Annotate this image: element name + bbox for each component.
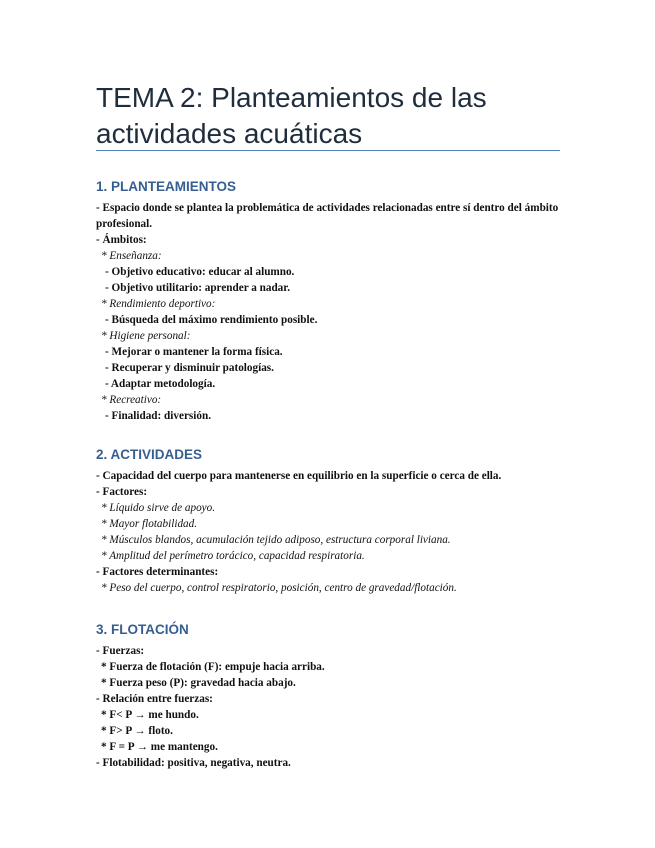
s2-factor-1: * Líquido sirve de apoyo. — [101, 502, 216, 514]
s3-fuerza-2: * Fuerza peso (P): gravedad hacia abajo. — [101, 677, 296, 689]
s1-higiene-item-1: - Mejorar o mantener la forma física. — [105, 346, 283, 358]
s1-ambitos-label: - Ámbitos: — [96, 234, 147, 246]
section-heading-1: 1. PLANTEAMIENTOS — [96, 179, 237, 194]
section-flotacion — [96, 621, 566, 771]
title-line-2: actividades acuáticas — [96, 118, 363, 149]
section-heading-2: 2. ACTIVIDADES — [96, 447, 203, 462]
s2-factor-4: * Amplitud del perímetro torácico, capacidad respiratoria. — [101, 550, 365, 562]
s3-fuerza-1: * Fuerza de flotación (F): empuje hacia arriba. — [101, 661, 325, 673]
s1-ensenanza-item-1: - Objetivo educativo: educar al alumno. — [105, 266, 295, 278]
s3-relacion-1: * F< P → me hundo. — [101, 709, 199, 721]
s3-relacion-3: * F = P → me mantengo. — [101, 741, 218, 753]
s2-determinantes-label: - Factores determinantes: — [96, 566, 219, 578]
s1-ensenanza-item-2: - Objetivo utilitario: aprender a nadar. — [105, 282, 291, 294]
title-divider — [96, 150, 560, 151]
s1-recreativo-item-1: - Finalidad: diversión. — [105, 410, 211, 422]
s3-fuerzas-label: - Fuerzas: — [96, 645, 145, 657]
s1-recreativo-label: * Recreativo: — [101, 394, 162, 406]
document-title — [96, 80, 566, 152]
s2-factores-label: - Factores: — [96, 486, 148, 498]
section-actividades — [96, 446, 566, 596]
s3-relacion-2: * F> P → floto. — [101, 725, 173, 737]
section-heading-3: 3. FLOTACIÓN — [96, 622, 189, 637]
s2-determinante-1: * Peso del cuerpo, control respiratorio, posición, centro de gravedad/flotación. — [101, 582, 457, 594]
title-line-1: TEMA 2: Planteamientos de las — [96, 82, 487, 113]
s1-higiene-item-2: - Recuperar y disminuir patologías. — [105, 362, 274, 374]
s2-factor-3: * Músculos blandos, acumulación tejido adiposo, estructura corporal liviana. — [101, 534, 451, 546]
s3-flotabilidad: - Flotabilidad: positiva, negativa, neutra. — [96, 757, 291, 769]
s1-higiene-item-3: - Adaptar metodología. — [105, 378, 216, 390]
s2-factor-2: * Mayor flotabilidad. — [101, 518, 198, 530]
s1-rendimiento-label: * Rendimiento deportivo: — [101, 298, 216, 310]
s3-relacion-label: - Relación entre fuerzas: — [96, 693, 213, 705]
s1-rendimiento-item-1: - Búsqueda del máximo rendimiento posible. — [105, 314, 318, 326]
section-planteamientos — [96, 178, 566, 424]
s1-higiene-label: * Higiene personal: — [101, 330, 191, 342]
s1-ensenanza-label: * Enseñanza: — [101, 250, 162, 262]
s2-intro: - Capacidad del cuerpo para mantenerse en equilibrio en la superficie o cerca de ella. — [96, 470, 502, 482]
s1-intro: - Espacio donde se plantea la problemática de actividades relacionadas entre sí dentro del ámbito profesional. — [96, 202, 559, 230]
